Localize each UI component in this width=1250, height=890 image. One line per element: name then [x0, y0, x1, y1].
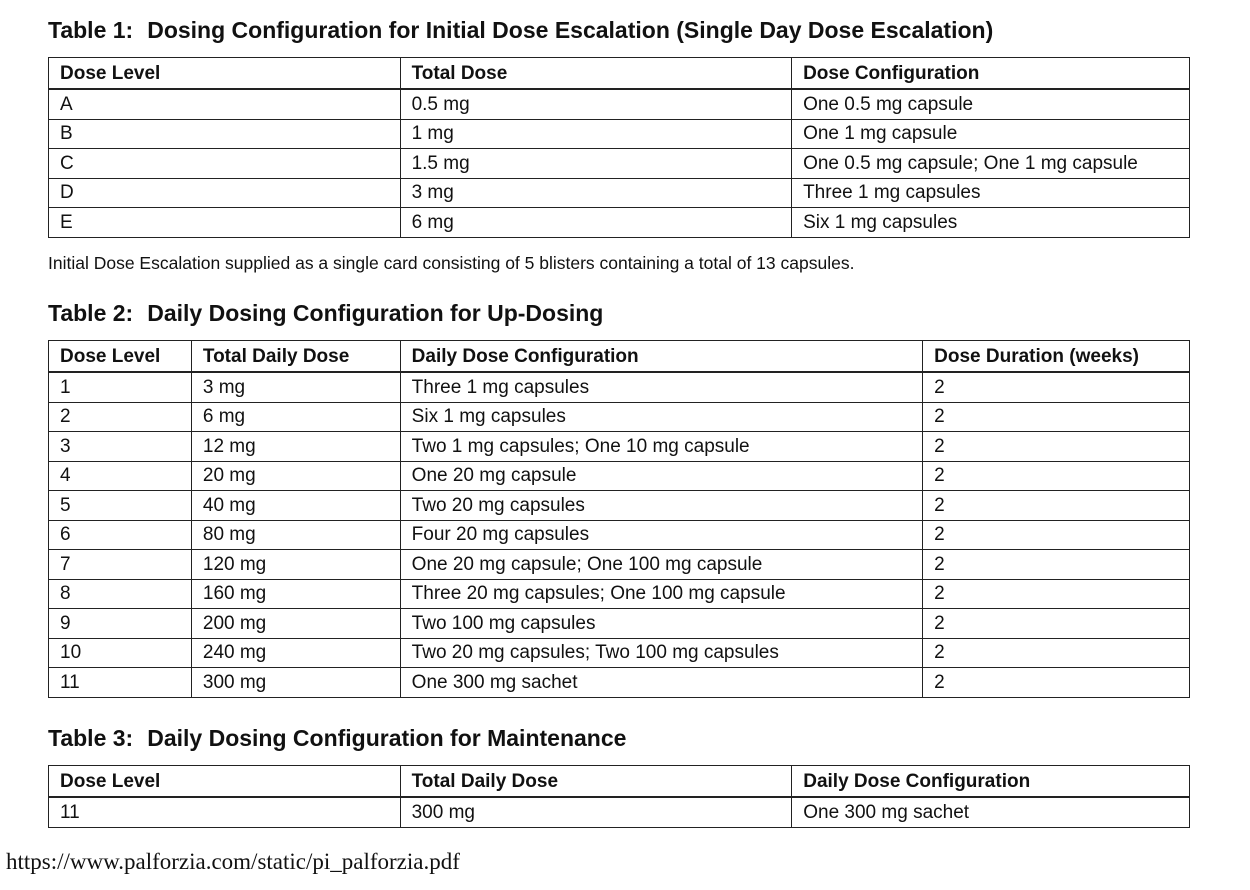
table-row — [49, 550, 1190, 580]
table-cell: 6 — [49, 520, 192, 550]
table-cell: 4 — [49, 461, 192, 491]
column-header: Total Daily Dose — [400, 766, 792, 798]
column-header: Daily Dose Configuration — [792, 766, 1190, 798]
table-row — [49, 461, 1190, 491]
column-header: Dose Duration (weeks) — [923, 341, 1190, 373]
table-cell: Two 20 mg capsules; Two 100 mg capsules — [400, 638, 922, 668]
table-cell: B — [49, 119, 401, 149]
table-cell: 1 — [49, 372, 192, 402]
table-cell: 5 — [49, 491, 192, 521]
column-header: Dose Level — [49, 341, 192, 373]
table-cell: One 300 mg sachet — [400, 668, 922, 698]
table-cell: E — [49, 208, 401, 238]
column-header: Daily Dose Configuration — [400, 341, 922, 373]
table-cell: Three 1 mg capsules — [792, 178, 1190, 208]
table-cell: 2 — [49, 402, 192, 432]
table-cell: C — [49, 149, 401, 179]
table-row — [49, 432, 1190, 462]
table-cell: Four 20 mg capsules — [400, 520, 922, 550]
table-cell: One 300 mg sachet — [792, 797, 1190, 827]
table-cell: One 0.5 mg capsule; One 1 mg capsule — [792, 149, 1190, 179]
table-row — [49, 520, 1190, 550]
table-cell: 40 mg — [191, 491, 400, 521]
table-cell: 1.5 mg — [400, 149, 792, 179]
table-cell: 10 — [49, 638, 192, 668]
table-cell: 300 mg — [191, 668, 400, 698]
table-cell: 2 — [923, 520, 1190, 550]
table3-number: Table 3: — [48, 725, 134, 751]
table-row — [49, 119, 1190, 149]
table-cell: 8 — [49, 579, 192, 609]
column-header: Total Daily Dose — [191, 341, 400, 373]
table-cell: 2 — [923, 432, 1190, 462]
table-cell: Two 1 mg capsules; One 10 mg capsule — [400, 432, 922, 462]
table2-number: Table 2: — [48, 300, 134, 326]
table-row — [49, 579, 1190, 609]
table-cell: 20 mg — [191, 461, 400, 491]
column-header: Dose Level — [49, 766, 401, 798]
table-cell: 11 — [49, 797, 401, 827]
table-cell: 1 mg — [400, 119, 792, 149]
table-row — [49, 638, 1190, 668]
table-cell: One 0.5 mg capsule — [792, 89, 1190, 119]
table-cell: 9 — [49, 609, 192, 639]
column-header: Dose Configuration — [792, 58, 1190, 90]
table1-number: Table 1: — [48, 17, 134, 43]
table3 — [48, 765, 1190, 828]
table-row — [49, 149, 1190, 179]
table-cell: 120 mg — [191, 550, 400, 580]
table-cell: 2 — [923, 550, 1190, 580]
table-cell: 3 — [49, 432, 192, 462]
table-cell: 2 — [923, 461, 1190, 491]
table-cell: D — [49, 178, 401, 208]
table-cell: One 20 mg capsule; One 100 mg capsule — [400, 550, 922, 580]
table-cell: Six 1 mg capsules — [792, 208, 1190, 238]
table1-title: Dosing Configuration for Initial Dose Escalation (Single Day Dose Escalation) — [147, 17, 994, 43]
table-cell: 0.5 mg — [400, 89, 792, 119]
table-cell: 2 — [923, 402, 1190, 432]
table-cell: 2 — [923, 668, 1190, 698]
column-header: Dose Level — [49, 58, 401, 90]
table-row — [49, 89, 1190, 119]
table-cell: One 20 mg capsule — [400, 461, 922, 491]
source-url: https://www.palforzia.com/static/pi_palforzia.pdf — [6, 849, 460, 874]
table-row — [49, 491, 1190, 521]
table-cell: 300 mg — [400, 797, 792, 827]
table-cell: One 1 mg capsule — [792, 119, 1190, 149]
table3-title: Daily Dosing Configuration for Maintenance — [147, 725, 627, 751]
table-row — [49, 402, 1190, 432]
table-row — [49, 208, 1190, 238]
table-cell: 2 — [923, 579, 1190, 609]
table-row — [49, 609, 1190, 639]
table3-caption — [48, 727, 626, 750]
table-cell: Six 1 mg capsules — [400, 402, 922, 432]
table-row — [49, 797, 1190, 827]
table-cell: 3 mg — [191, 372, 400, 402]
table-cell: Three 20 mg capsules; One 100 mg capsule — [400, 579, 922, 609]
table2 — [48, 340, 1190, 698]
table1 — [48, 57, 1190, 238]
table-cell: Two 20 mg capsules — [400, 491, 922, 521]
table-cell: 6 mg — [191, 402, 400, 432]
table-row — [49, 668, 1190, 698]
table1-note: Initial Dose Escalation supplied as a single card consisting of 5 blisters containing a total of 13 capsules. — [48, 253, 855, 273]
table2-caption — [48, 302, 603, 325]
table-cell: A — [49, 89, 401, 119]
table-cell: 240 mg — [191, 638, 400, 668]
table-cell: 11 — [49, 668, 192, 698]
table-row — [49, 178, 1190, 208]
table1-caption — [48, 19, 993, 42]
table-cell: 2 — [923, 609, 1190, 639]
table-cell: 6 mg — [400, 208, 792, 238]
table-cell: 160 mg — [191, 579, 400, 609]
table-cell: Two 100 mg capsules — [400, 609, 922, 639]
table2-title: Daily Dosing Configuration for Up-Dosing — [147, 300, 604, 326]
table-cell: 3 mg — [400, 178, 792, 208]
table-cell: 2 — [923, 491, 1190, 521]
table-cell: 2 — [923, 372, 1190, 402]
table-cell: 2 — [923, 638, 1190, 668]
table-cell: Three 1 mg capsules — [400, 372, 922, 402]
table-cell: 7 — [49, 550, 192, 580]
table-cell: 200 mg — [191, 609, 400, 639]
table-cell: 80 mg — [191, 520, 400, 550]
table-row — [49, 372, 1190, 402]
column-header: Total Dose — [400, 58, 792, 90]
table-cell: 12 mg — [191, 432, 400, 462]
